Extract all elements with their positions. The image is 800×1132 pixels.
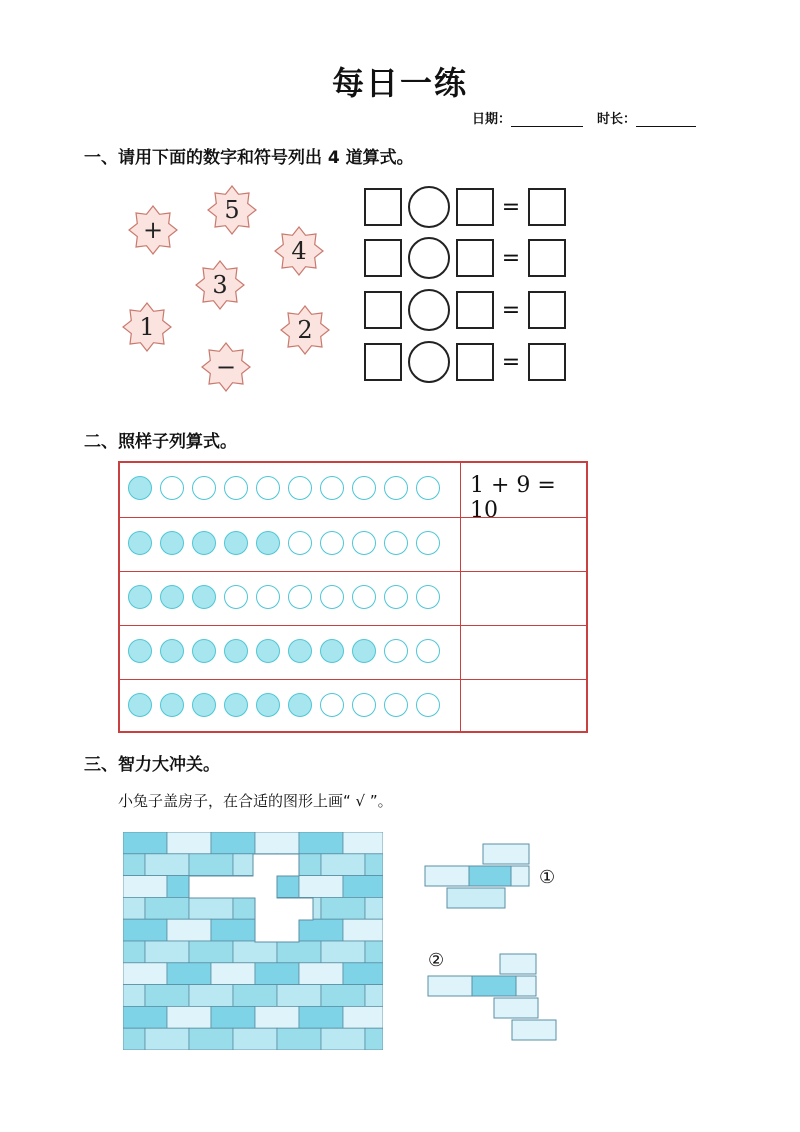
wall-brick [255,963,299,985]
filled-dot [128,585,152,609]
empty-dot [256,585,280,609]
answer-box[interactable] [364,239,402,277]
answer-box[interactable] [364,343,402,381]
star-symbol: 5 [224,196,240,224]
wall-brick [365,1028,383,1050]
filled-dot [160,585,184,609]
empty-dot [224,476,248,500]
star-symbol: − [215,353,237,381]
star-symbol: 3 [212,271,228,299]
equation-row [364,289,566,331]
table-row [120,463,586,523]
empty-dot [224,585,248,609]
wall-brick [189,1028,233,1050]
option2-label[interactable]: ② [428,950,445,971]
star-symbol: + [142,216,164,244]
empty-dot [416,476,440,500]
empty-dot [416,693,440,717]
filled-dot [192,585,216,609]
empty-dot [320,476,344,500]
wall-brick [123,941,145,963]
table-row [120,625,586,680]
empty-dot [416,585,440,609]
wall-brick [365,941,383,963]
equation-row [364,186,566,228]
empty-dot [256,476,280,500]
wall-brick [123,919,167,941]
dot-group [128,531,440,555]
filled-dot [256,639,280,663]
wall-brick [145,941,189,963]
empty-dot [320,585,344,609]
filled-dot [128,639,152,663]
equals-sign: = [501,245,521,271]
brick-wall [123,832,383,1050]
wall-brick [255,832,299,854]
wall-brick [233,1028,277,1050]
wall-brick [343,919,383,941]
option2-piece[interactable] [426,952,560,1044]
result-box[interactable] [528,343,566,381]
wall-brick [123,1006,167,1028]
dot-group [128,585,440,609]
wall-brick [189,854,233,876]
equals-sign: = [501,297,521,323]
section1-heading: 一、请用下面的数字和符号列出 4 道算式。 [84,148,414,168]
wall-brick [189,897,233,919]
wall-brick [299,876,343,898]
filled-dot [352,639,376,663]
answer-box[interactable] [364,188,402,226]
instruction-text: 小兔子盖房子，在合适的图形上画“ √ ”。 [118,792,393,810]
date-field[interactable]: 日期： [472,108,583,127]
wall-brick [123,985,145,1007]
empty-dot [288,476,312,500]
wall-brick [123,832,167,854]
empty-dot [352,476,376,500]
equals-sign: = [501,349,521,375]
wall-brick [321,854,365,876]
wall-brick [167,832,211,854]
wall-brick [343,876,383,898]
wall-brick [211,963,255,985]
wall-brick [167,919,211,941]
option1-label[interactable]: ① [539,867,556,888]
page-title: 每日一练 [331,64,468,102]
wall-brick [167,963,211,985]
star-symbol: 1 [139,313,155,341]
wall-brick [189,985,233,1007]
wall-brick [321,985,365,1007]
filled-dot [192,531,216,555]
equation-row [364,237,566,279]
filled-dot [224,639,248,663]
wall-brick [299,1006,343,1028]
wall-brick [145,985,189,1007]
filled-dot [192,693,216,717]
table-row [120,517,586,572]
answer-box[interactable] [456,239,494,277]
result-box[interactable] [528,239,566,277]
wall-brick [343,1006,383,1028]
operator-circle[interactable] [408,186,450,228]
empty-dot [384,476,408,500]
star-tile [274,226,324,276]
star-tile [128,205,178,255]
wall-brick [123,963,167,985]
empty-dot [288,585,312,609]
dot-group [128,639,440,663]
empty-dot [384,531,408,555]
section2-heading: 二、照样子列算式。 [84,432,237,452]
answer-box[interactable] [364,291,402,329]
section3-heading: 三、智力大冲关。 [84,755,220,775]
meta-line [472,108,696,127]
wall-brick [277,941,321,963]
empty-dot [416,639,440,663]
operator-circle[interactable] [408,341,450,383]
wall-brick [277,1028,321,1050]
equation-row [364,341,566,383]
filled-dot [288,639,312,663]
wall-brick [365,985,383,1007]
wall-brick [211,1006,255,1028]
dot-group [128,693,440,717]
wall-brick [277,985,321,1007]
filled-dot [128,531,152,555]
wall-brick [343,963,383,985]
empty-dot [384,585,408,609]
answer-box[interactable] [456,291,494,329]
duration-field[interactable]: 时长： [597,108,696,127]
filled-dot [224,531,248,555]
wall-brick [299,919,343,941]
empty-dot [352,693,376,717]
wall-brick [343,832,383,854]
filled-dot [192,639,216,663]
wall-brick [299,963,343,985]
wall-brick [321,941,365,963]
wall-brick [123,876,167,898]
star-tile [280,305,330,355]
empty-dot [384,693,408,717]
operator-circle[interactable] [408,289,450,331]
filled-dot [288,693,312,717]
star-tile [201,342,251,392]
star-tile [195,260,245,310]
wall-brick [233,985,277,1007]
wall-brick [167,1006,211,1028]
answer-box[interactable] [456,188,494,226]
operator-circle[interactable] [408,237,450,279]
star-symbol: 2 [297,316,313,344]
table-row [120,679,586,734]
wall-brick [255,1006,299,1028]
empty-dot [416,531,440,555]
result-box[interactable] [528,291,566,329]
filled-dot [160,693,184,717]
wall-brick [123,897,145,919]
table-row [120,571,586,626]
answer-box[interactable] [456,343,494,381]
empty-dot [320,531,344,555]
wall-brick [211,919,255,941]
empty-dot [320,693,344,717]
wall-brick [321,1028,365,1050]
star-tile [122,302,172,352]
empty-dot [352,585,376,609]
filled-dot [160,639,184,663]
wall-brick [145,854,189,876]
empty-dot [384,639,408,663]
wall-brick [365,854,383,876]
empty-dot [160,476,184,500]
empty-dot [352,531,376,555]
filled-dot [256,531,280,555]
wall-brick [189,941,233,963]
wall-brick [123,1028,145,1050]
filled-dot [128,693,152,717]
wall-brick [321,897,365,919]
star-symbol: 4 [291,237,307,265]
option1-piece[interactable] [423,842,533,912]
example-equation: 1 + 9 = 10 [470,473,556,523]
filled-dot [128,476,152,500]
wall-brick [145,897,189,919]
wall-brick [299,832,343,854]
wall-brick [123,854,145,876]
dot-group [128,476,440,500]
filled-dot [224,693,248,717]
example-table [118,461,588,733]
filled-dot [256,693,280,717]
star-tile [207,185,257,235]
filled-dot [320,639,344,663]
result-box[interactable] [528,188,566,226]
wall-brick [145,1028,189,1050]
empty-dot [192,476,216,500]
wall-brick [365,897,383,919]
equals-sign: = [501,194,521,220]
empty-dot [288,531,312,555]
filled-dot [160,531,184,555]
wall-brick [211,832,255,854]
wall-brick [233,941,277,963]
